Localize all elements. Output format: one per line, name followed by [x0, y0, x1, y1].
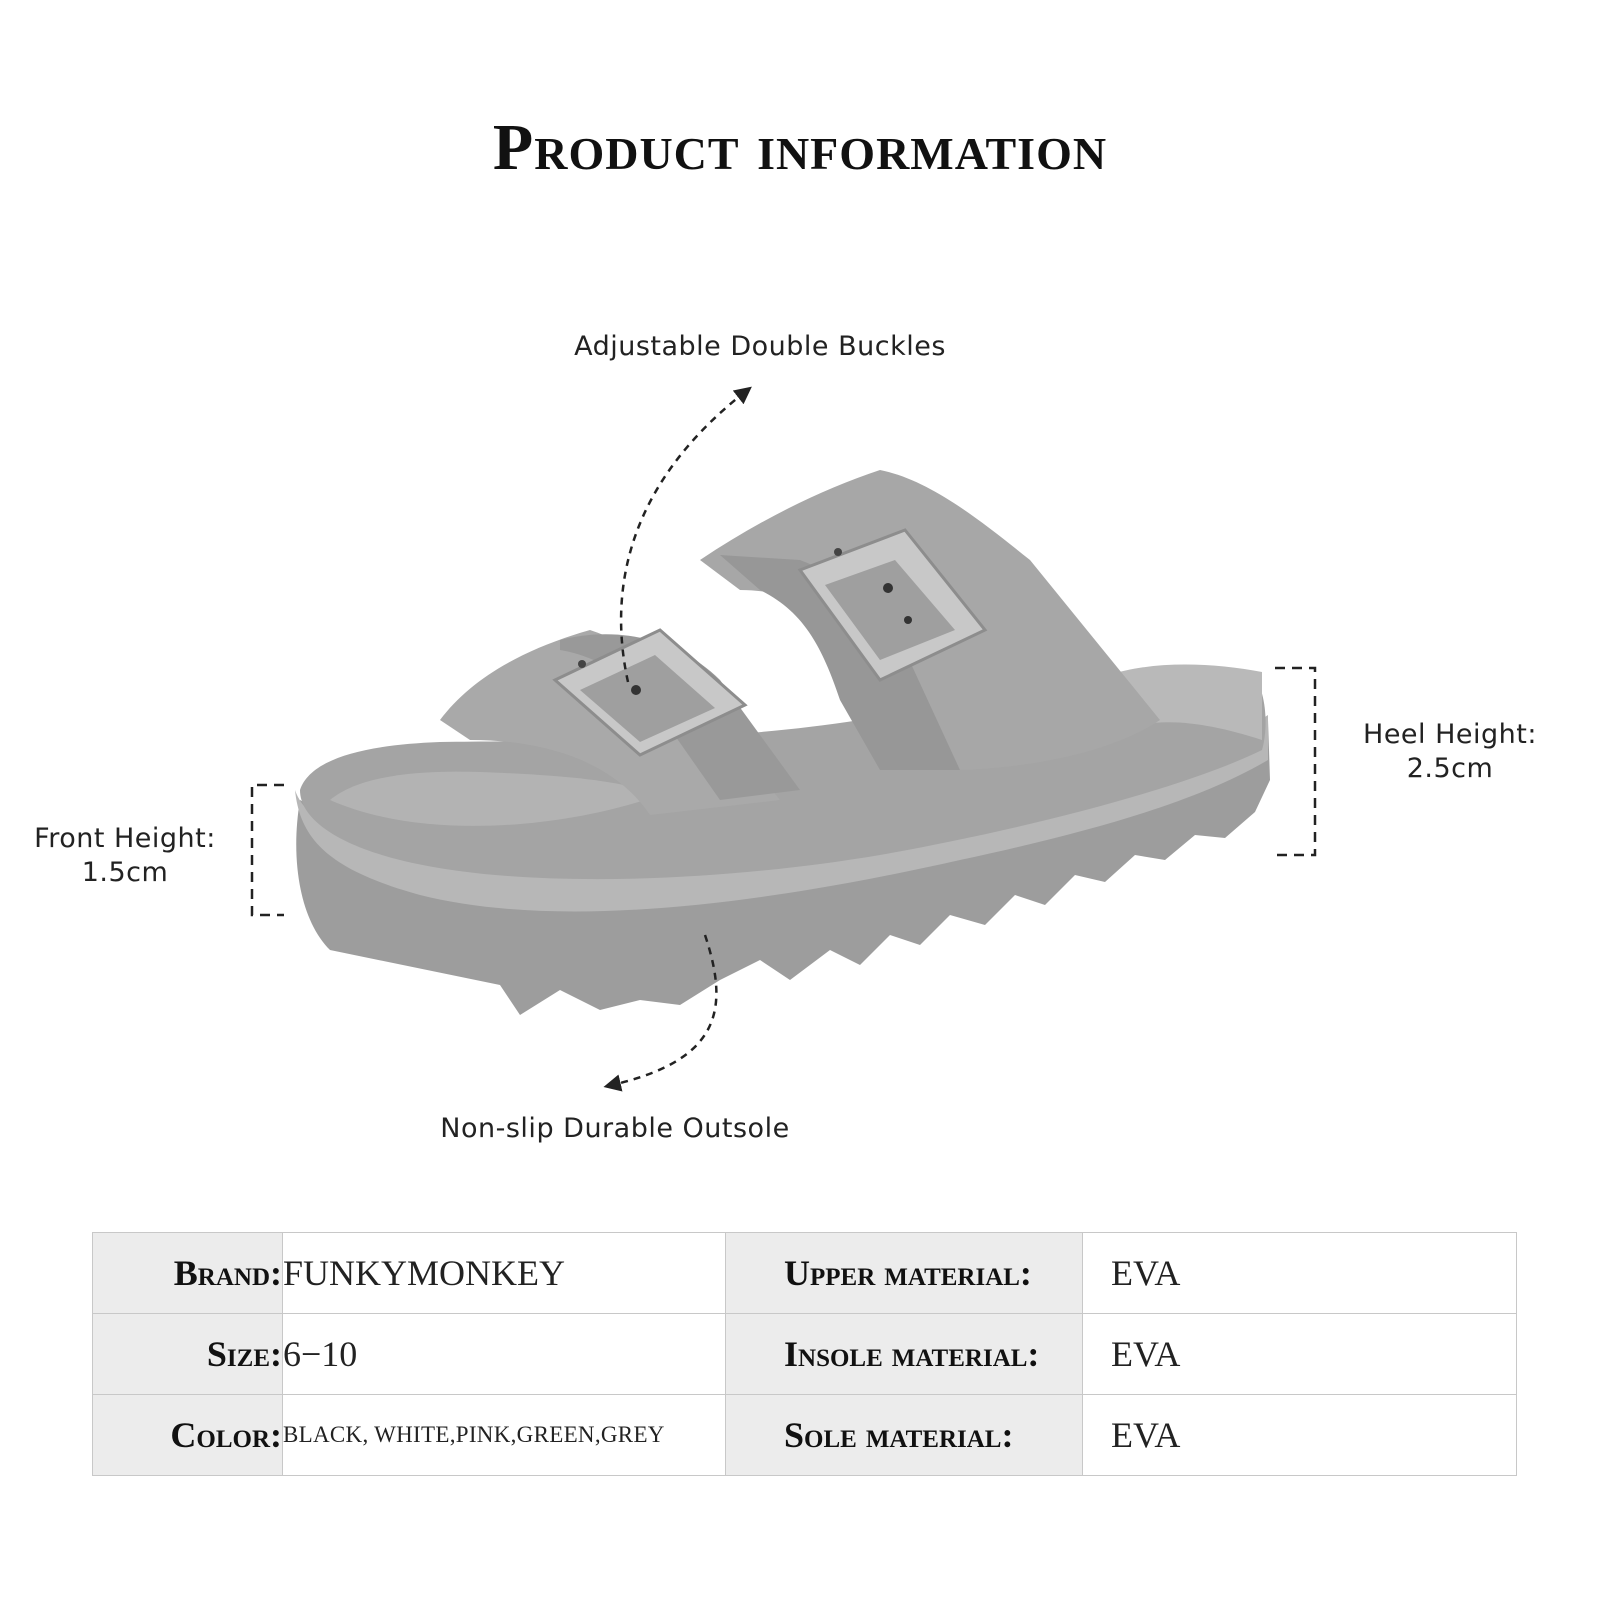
front-height-bracket — [252, 785, 284, 915]
front-height-callout — [20, 822, 230, 890]
insole-material-label: Insole material: — [726, 1314, 1083, 1395]
table-row — [93, 1233, 1517, 1314]
size-label: Size: — [93, 1314, 283, 1395]
heel-height-label: Heel Height: — [1363, 719, 1537, 750]
heel-height-callout — [1340, 718, 1560, 786]
size-value: 6−10 — [283, 1314, 726, 1395]
spec-table — [92, 1232, 1517, 1476]
front-height-value: 1.5cm — [81, 857, 169, 888]
color-value: BLACK, WHITE,PINK,GREEN,GREY — [283, 1395, 726, 1476]
sole-material-value: EVA — [1083, 1395, 1517, 1476]
sandal-image — [295, 470, 1270, 1015]
heel-height-value: 2.5cm — [1406, 753, 1494, 784]
brand-label: Brand: — [93, 1233, 283, 1314]
color-label: Color: — [93, 1395, 283, 1476]
buckles-callout: Adjustable Double Buckles — [574, 331, 946, 362]
outsole-callout: Non-slip Durable Outsole — [440, 1113, 790, 1144]
upper-material-label: Upper material: — [726, 1233, 1083, 1314]
brand-value: FUNKYMONKEY — [283, 1233, 726, 1314]
heel-height-bracket — [1275, 668, 1315, 855]
table-row — [93, 1314, 1517, 1395]
upper-material-value: EVA — [1083, 1233, 1517, 1314]
table-row — [93, 1395, 1517, 1476]
front-height-label: Front Height: — [34, 823, 216, 854]
page-title: Product information — [492, 111, 1108, 184]
insole-material-value: EVA — [1083, 1314, 1517, 1395]
sole-material-label: Sole material: — [726, 1395, 1083, 1476]
